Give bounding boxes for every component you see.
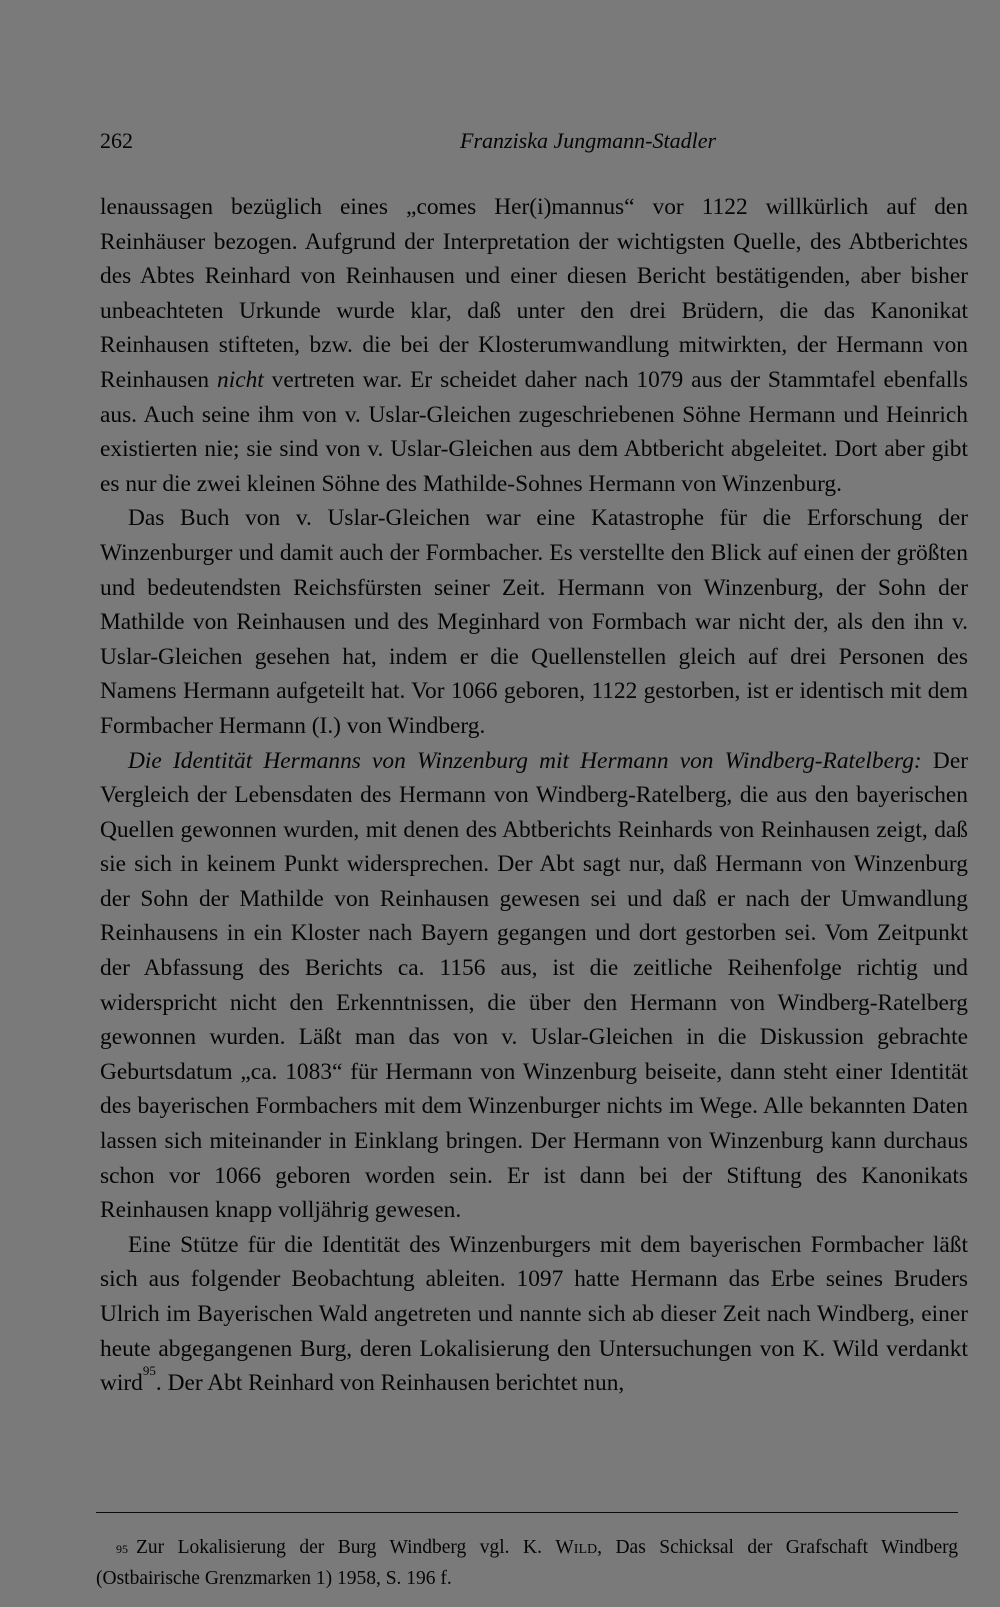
running-head: Franziska Jungmann-Stadler (460, 128, 717, 153)
footnote-divider (96, 1512, 958, 1513)
section-heading-inline: Die Identität Hermanns von Winzenburg mit Hermann von Windberg-Ratelberg: (128, 747, 922, 774)
paragraph-2: Das Buch von v. Uslar-Gleichen war eine Katastrophe für die Erforschung der Winzenburger und damit auch der Formbacher. Es verstellte den Blick auf einen der größten und bedeutendsten Reichsfürsten seiner Zeit. Hermann von Winzenburg, der Sohn der Mathilde von Reinhausen und des Meginhard von Formbach war nicht der, als den ihn v. Uslar-Gleichen gesehen hat, indem er die Quellenstellen gleich auf drei Personen des Namens Hermann aufgeteilt hat. Vor 1066 geboren, 1122 gestorben, ist er identisch mit dem Formbacher Hermann (I.) von Windberg. (100, 505, 968, 739)
paragraph-1-text: lenaussagen bezüglich eines „comes Her(i)mannus“ vor 1122 willkürlich auf den Reinhäuser bezogen. Aufgrund der Interpretation der wichtigsten Quelle, des Abtberichtes des Abtes Reinhard von Reinhausen und einer diesen Bericht bestätigenden, aber bisher unbeachteten Urkunde wurde klar, daß unter den drei Brüdern, die das Kanonikat Reinhausen stifteten, bzw. die bei der Klosterumwandlung mitwirkten, der Hermann von Reinhausen (100, 194, 968, 393)
paragraph-1-tail: vertreten war. Er scheidet daher nach 1079 aus der Stammtafel ebenfalls aus. Auch seine ihm von v. Uslar-Gleichen zugeschriebenen Söhne Hermann und Heinrich existierten nie; sie sind von v. Uslar-Gleichen aus dem Abtbericht abgeleitet. Dort aber gibt es nur die zwei kleinen Söhne des Mathilde-Sohnes Hermann von Winzenburg. (100, 366, 968, 497)
paragraph-4 (100, 1228, 968, 1401)
footnote-text-a: Zur Lokalisierung der Burg Windberg vgl. K. (136, 1537, 542, 1558)
paragraph-4-tail: . Der Abt Reinhard von Reinhausen berichtet nun, (155, 1370, 625, 1397)
footnote-author: Wild (555, 1537, 598, 1558)
body-text (100, 190, 968, 1401)
footnote-ref-95[interactable]: 95 (142, 1363, 156, 1379)
emphasis-nicht: nicht (217, 366, 264, 393)
paragraph-3-text: Der Vergleich der Lebensdaten des Hermann von Windberg-Ratelberg, die aus den bayerischen Quellen gewonnen wurden, mit denen des Abtberichts Reinhards von Reinhausen zeigt, daß sie sich in keinem Punkt widersprechen. Der Abt sagt nur, daß Hermann von Winzenburg der Sohn der Mathilde von Reinhausen gewesen sei und daß er nach der Umwandlung Reinhausens in ein Kloster nach Bayern gegangen und dort gestorben sei. Vom Zeitpunkt der Abfassung des Berichts ca. 1156 aus, ist die zeitliche Reihenfolge richtig und widerspricht nicht den Erkenntnissen, die über den Hermann von Windberg-Ratelberg gewonnen wurden. Läßt man das von v. Uslar-Gleichen in die Diskussion gebrachte Geburtsdatum „ca. 1083“ für Hermann von Winzenburg beiseite, dann steht einer Identität des bayerischen Formbachers mit dem Winzenburger nichts im Wege. Alle bekannten Daten lassen sich miteinander in Einklang bringen. Der Hermann von Winzenburg kann durchaus schon vor 1066 geboren worden sein. Er ist dann bei der Stiftung des Kanonikats Reinhausen knapp volljährig gewesen. (100, 747, 968, 1224)
footnote-text-b: , Das Schicksal der Grafschaft Windberg (Ostbairische Grenzmarken 1) 1958, S. 196 f. (96, 1537, 958, 1589)
footnote-95 (96, 1532, 958, 1594)
paragraph-3 (100, 744, 968, 1228)
paragraph-4-text: Eine Stütze für die Identität des Winzenburgers mit dem bayerischen Formbacher läßt sich aus folgender Beobachtung ableiten. 1097 hatte Hermann das Erbe seines Bruders Ulrich im Bayerischen Wald angetreten und nannte sich ab dieser Zeit nach Windberg, einer heute abgegangenen Burg, deren Lokalisierung den Untersuchungen von K. Wild verdankt wird (100, 1231, 968, 1397)
footnote-mark: 95 (116, 1542, 128, 1556)
page-number: 262 (100, 128, 133, 153)
page-header (100, 128, 960, 162)
paragraph-1 (100, 190, 968, 501)
